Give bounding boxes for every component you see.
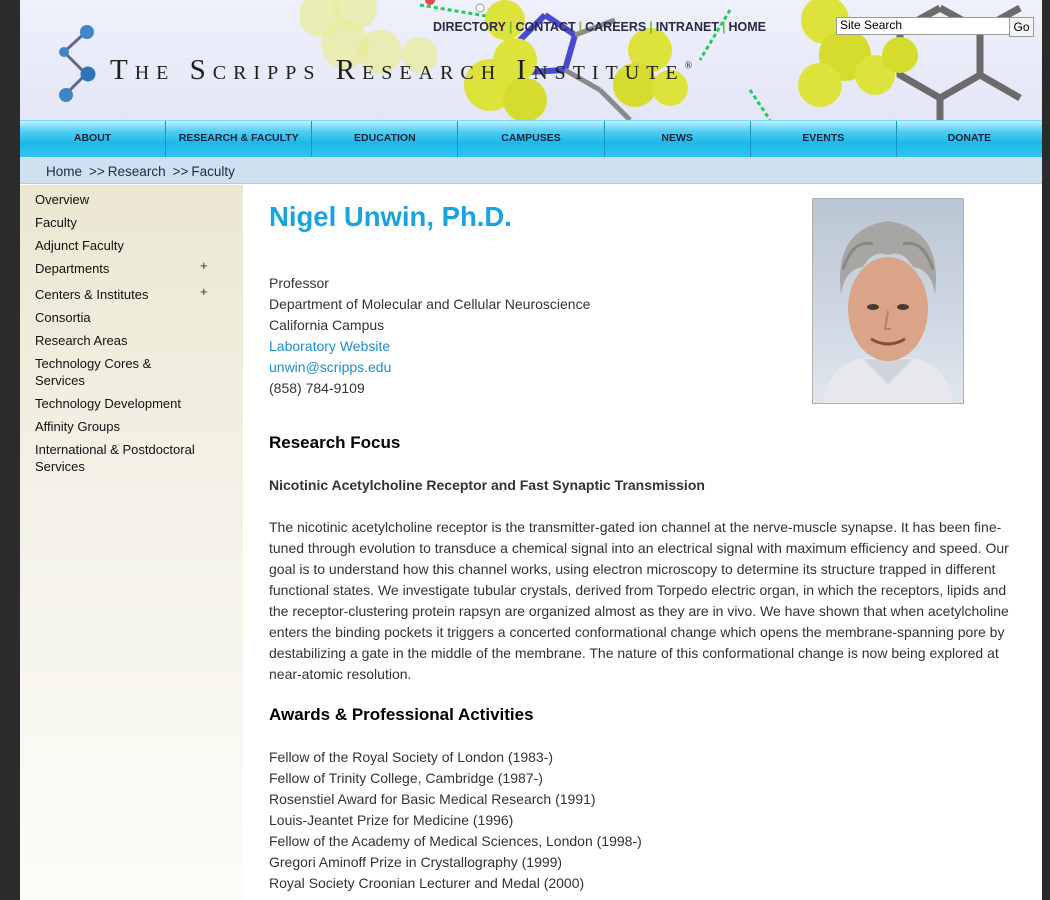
sidebar-item-label: Overview <box>35 192 90 207</box>
utility-link-contact[interactable]: CONTACT <box>515 20 576 34</box>
sidebar-item-departments[interactable] <box>35 259 225 285</box>
nav-research-faculty[interactable]: RESEARCH & FACULTY <box>166 121 312 157</box>
laboratory-website-link[interactable]: Laboratory Website <box>269 338 391 354</box>
utility-link-intranet[interactable]: INTRANET <box>655 20 719 34</box>
search-go-button[interactable]: Go <box>1009 17 1034 37</box>
award-item: Fellow of Trinity College, Cambridge (1987-) <box>269 770 543 786</box>
sidebar-item-faculty[interactable] <box>35 213 225 236</box>
sidebar-item-label: Faculty <box>35 215 77 230</box>
utility-separator: | <box>649 20 653 34</box>
sidebar-item-label: Affinity Groups <box>35 419 121 434</box>
portrait-image <box>813 199 963 403</box>
utility-link-home[interactable]: HOME <box>728 20 766 34</box>
sidebar-item-label: Consortia <box>35 310 91 325</box>
award-item: Gregori Aminoff Prize in Crystallography (1999) <box>269 854 563 870</box>
research-focus-heading: Research Focus <box>269 433 401 452</box>
utility-nav <box>433 20 766 34</box>
awards-heading: Awards & Professional Activities <box>269 705 534 724</box>
profile-department: Department of Molecular and Cellular Neuroscience <box>269 296 591 312</box>
breadcrumb-separator: >> <box>172 164 189 179</box>
research-focus-body: The nicotinic acetylcholine receptor is the transmitter-gated ion channel at the nerve-muscle synapse. It has been fine-tuned through evolution to transduce a chemical signal into an electrical signal with maximum efficiency and speed. Our goal is to understand how this channel works, using electron microscopy to determine its structure trapped in different functional states. We investigate tubular crystals, derived from Torpedo electric organ, in which the receptors, lipids and the receptor-clustering protein rapsyn are organized almost as they are in vivo. We have shown that when acetylcholine enters the binding pockets it triggers a concerted conformational change which opens the membrane-spanning pore by destabilizing a gate in the middle of the membrane. The nature of this conformational change is now being explored at near-atomic resolution. <box>269 519 1009 682</box>
sidebar-item-affinity-groups[interactable] <box>35 417 225 440</box>
nav-campuses[interactable]: CAMPUSES <box>458 121 604 157</box>
sidebar-item-technology-cores[interactable] <box>35 354 225 394</box>
award-item: Fellow of the Academy of Medical Sciences, London (1998-) <box>269 833 642 849</box>
email-link[interactable]: unwin@scripps.edu <box>269 359 392 375</box>
site-logo-wordmark[interactable] <box>110 54 692 87</box>
sidebar-item-label: Departments <box>35 261 110 276</box>
sidebar-item-label: Technology Development <box>35 396 181 411</box>
breadcrumb-research[interactable]: Research <box>107 164 166 179</box>
breadcrumb <box>20 157 1042 184</box>
sidebar-item-label: Adjunct Faculty <box>35 238 124 253</box>
utility-separator: | <box>508 20 513 34</box>
sidebar-item-label: Centers & Institutes <box>35 287 149 302</box>
award-item: Fellow of the Royal Society of London (1983-) <box>269 749 554 765</box>
nav-about[interactable]: ABOUT <box>20 121 166 157</box>
research-focus-subheading: Nicotinic Acetylcholine Receptor and Fast Synaptic Transmission <box>269 477 705 493</box>
utility-separator: | <box>578 20 583 34</box>
sidebar-item-overview[interactable] <box>35 190 225 213</box>
profile-phone: (858) 784-9109 <box>269 380 365 396</box>
sidebar-item-international-postdoctoral[interactable] <box>35 440 225 480</box>
utility-link-careers[interactable]: CAREERS <box>585 20 647 34</box>
main-nav <box>20 120 1042 158</box>
page <box>20 0 1042 900</box>
sidebar-item-consortia[interactable] <box>35 308 225 331</box>
sidebar-item-centers-institutes[interactable] <box>35 285 225 308</box>
awards-list <box>269 747 642 894</box>
profile-campus: California Campus <box>269 317 385 333</box>
breadcrumb-separator: >> <box>89 164 105 179</box>
award-item: Royal Society Croonian Lecturer and Medal (2000) <box>269 875 585 891</box>
site-search-input[interactable]: Site Search <box>836 17 1012 35</box>
profile-title: Professor <box>269 275 329 291</box>
page-title: Nigel Unwin, Ph.D. <box>269 201 512 232</box>
logo-text: The Scripps Research Institute <box>110 54 685 86</box>
sidebar-item-label: Research Areas <box>35 333 128 348</box>
sidebar-item-research-areas[interactable] <box>35 331 225 354</box>
expand-plus-icon[interactable]: + <box>200 284 208 299</box>
breadcrumb-home[interactable]: Home <box>46 164 83 179</box>
logo-registered-mark: ® <box>684 60 693 72</box>
breadcrumb-faculty[interactable]: Faculty <box>191 164 235 179</box>
award-item: Rosenstiel Award for Basic Medical Research (1991) <box>269 791 596 807</box>
award-item: Louis-Jeantet Prize for Medicine (1996) <box>269 812 514 828</box>
nav-news[interactable]: NEWS <box>605 121 751 157</box>
profile-info <box>269 273 590 399</box>
sidebar-item-technology-development[interactable] <box>35 394 225 417</box>
expand-plus-icon[interactable]: + <box>200 258 208 273</box>
sidebar-item-adjunct-faculty[interactable] <box>35 236 225 259</box>
site-header <box>20 0 1042 120</box>
nav-events[interactable]: EVENTS <box>751 121 897 157</box>
sidebar <box>20 185 243 900</box>
nav-donate[interactable]: DONATE <box>947 132 992 144</box>
tsri-molecule-logo-icon <box>56 22 106 104</box>
utility-link-directory[interactable]: DIRECTORY <box>433 20 506 34</box>
sidebar-item-label: International & Postdoctoral Services <box>35 442 195 474</box>
nav-education[interactable]: EDUCATION <box>312 121 458 157</box>
profile-photo <box>812 198 964 404</box>
sidebar-item-label: Technology Cores & Services <box>35 356 152 388</box>
utility-separator: | <box>721 20 726 34</box>
